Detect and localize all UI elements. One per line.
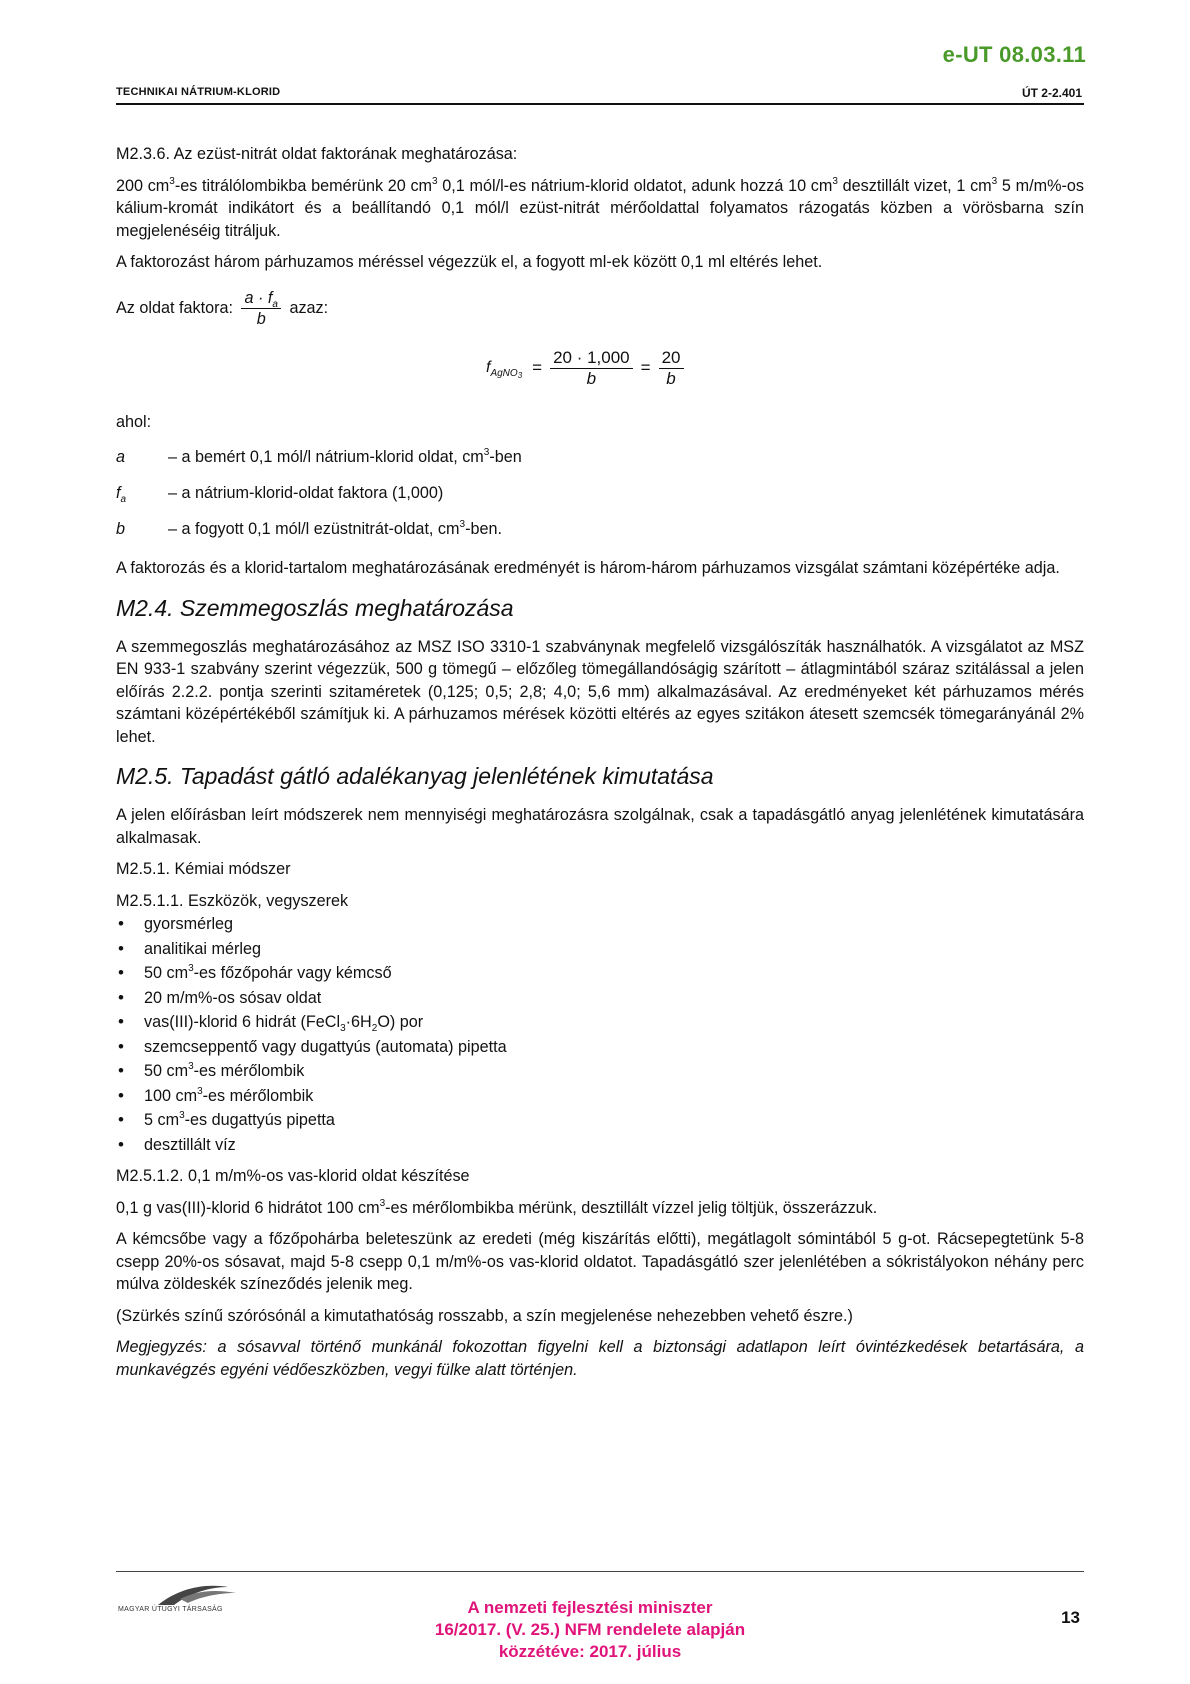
paragraph-averaging: A faktorozás és a klorid-tartalom meghatározásának eredményét is három-három párhuzamos vizsgálat számtani középértéke adja. <box>116 559 1060 577</box>
header-divider <box>116 103 1084 105</box>
publication-line-1: A nemzeti fejlesztési miniszter <box>467 1598 713 1617</box>
safety-note: Megjegyzés: a sósavval történő munkánál fokozottan figyelni kell a biztonsági adatlapon leírt óvintézkedések betartására, a munkavégzés egyéni védőeszközben, vegyi fülke alatt történjen. <box>116 1338 1084 1379</box>
publication-notice <box>350 1597 830 1663</box>
section-m24-heading: M2.4. Szemmegoszlás meghatározása <box>116 594 514 621</box>
paragraph-detection-intro: A jelen előírásban leírt módszerek nem mennyiségi meghatározásra szolgálnak, csak a tapadásgátló anyag jelenlétének kimutatására alkalmasak. <box>116 806 1084 847</box>
factor-formula: $f_{AgNO_3}$ = $\frac{20 \cdot 1,000}{b}$ = $\frac{20}{b}$ <box>116 341 1084 397</box>
header-standard-code: ÚT 2-2.401 <box>1021 86 1082 100</box>
subsection-m251-title: M2.5.1. Kémiai módszer <box>116 860 291 878</box>
document-code: e-UT 08.03.11 <box>942 42 1086 67</box>
subsection-m2511-title: M2.5.1.1. Eszközök, vegyszerek <box>116 891 349 910</box>
list-item: • 50 $cm^3-es$ főzőpohár vagy kémcső <box>116 961 1084 986</box>
header-title: TECHNIKAI NÁTRIUM-KLORID <box>116 86 281 98</box>
paragraph-procedure: A kémcsőbe vagy a főzőpohárba beleteszünk az eredeti (még kiszárítás előtti), megátlagolt sómintából 5 g-ot. Rácsepegtetünk 5-8 csepp 20%-os sósavat, majd 5-8 csepp 0,1 m/m%-os vas-klorid oldatot. Tapadásgátló szer jelenlétében a sókristályokon néhány perc múlva zöldeskék színeződés jelenik meg. <box>116 1230 1084 1293</box>
publication-line-3: közzétéve: 2017. július <box>498 1642 682 1661</box>
document-body <box>116 143 1084 1390</box>
formula-fraction-2: $\frac{20}{b}$ <box>659 348 684 389</box>
list-item: • 5 $cm^3-es$ dugattyús pipetta <box>116 1108 1084 1133</box>
equipment-list <box>116 912 1084 1157</box>
subsection-m2512-title: M2.5.1.2. 0,1 m/m%-os vas-klorid oldat készítése <box>116 1167 470 1185</box>
definition-row: b – a fogyott 0,1 mól/l ezüstnitrát-oldat, $cm^3$-ben. <box>116 518 502 538</box>
definition-row: a – a bemért 0,1 mól/l nátrium-klorid oldat, $cm^3$-ben <box>116 446 522 466</box>
footer-divider <box>116 1571 1084 1572</box>
list-item: • 100 $cm^3-es$ mérőlombik <box>116 1084 1084 1109</box>
subsection-m236-title: M2.3.6. Az ezüst-nitrát oldat faktorának meghatározása: <box>116 145 518 163</box>
paragraph-solution-prep: 0,1 g vas(III)-klorid 6 hidrátot 100 $cm^3-es$ mérőlombikba mérünk, desztillált vízzel jelig töltjük, összerázzuk. <box>116 1197 878 1217</box>
definition-row: $f_a$ – a nátrium-klorid-oldat faktora (1,000) <box>116 483 444 505</box>
list-item: • szemcseppentő vagy dugattyús (automata) pipetta <box>116 1035 1084 1060</box>
list-item: • 20 m/m%-os sósav oldat <box>116 986 1084 1011</box>
section-m25-heading: M2.5. Tapadást gátló adalékanyag jelenlétének kimutatása <box>116 763 714 789</box>
formula-fraction-1: $\frac{20 \cdot 1,000}{b}$ <box>550 348 633 389</box>
where-label: ahol: <box>116 412 152 431</box>
list-item: • analitikai mérleg <box>116 937 1084 962</box>
publication-line-2: 16/2017. (V. 25.) NFM rendelete alapján <box>434 1620 746 1639</box>
list-item: • gyorsmérleg <box>116 912 1084 937</box>
variable-definitions <box>116 439 1084 547</box>
list-item: • 50 $cm^3-es$ mérőlombik <box>116 1059 1084 1084</box>
paragraph-grey-salt-remark: (Szürkés színű szórósónál a kimutathatóság rosszabb, a szín megjelenése nehezebben vehető észre.) <box>116 1306 853 1325</box>
paragraph-grain-distribution: A szemmegoszlás meghatározásához az MSZ ISO 3310-1 szabványnak megfelelő vizsgálószíták használhatók. A vizsgálatot az MSZ EN 933-1 szabvány szerint végezzük, 500 g tömegű – előzőleg tömegállandóságig szárított – átlagmintából száraz szitálással a jelen előírás 2.2.2. pontja szerinti szitaméretek (0,125; 0,5; 2,8; 4,0; 5,6 mm) alkalmazásával. Az eredményeket két párhuzamos mérés számtani középértékéből számítjuk ki. A párhuzamos mérések közötti eltérés az egyes szitákon átesett szemcsék tömegarányánál 2% lehet. <box>116 637 1084 746</box>
page-number: 13 <box>1061 1608 1080 1627</box>
list-item: • vas(III)-klorid 6 hidrát $(FeCl_3\cdot 6H_2O)$ por <box>116 1010 1084 1035</box>
factor-fraction: $\frac{a \cdot f_a}{b}$ <box>241 288 280 329</box>
paragraph-parallel-measurements: A faktorozást három párhuzamos méréssel végezzük el, a fogyott ml-ek között 0,1 ml eltérés lehet. <box>116 253 823 271</box>
society-logo-text: MAGYAR ÚTÜGYI TÁRSASÁG <box>118 1606 223 1613</box>
list-item: • desztillált víz <box>116 1133 1084 1158</box>
factor-definition: Az oldat faktora: $\frac{a \cdot f_a}{b}$ azaz: <box>116 288 329 328</box>
paragraph-titration: 200 $cm^3-es$ titrálólombikba bemérünk 20 $cm^3$ 0,1 mól/l-es nátrium-klorid oldatot, adunk hozzá 10 $cm^3$ desztillált vizet, 1 $cm^3$ 5 m/m%-os kálium-kromát indikátort és a beállítandó 0,1 mól/l ezüst-nitrát mérőoldattal folyamatos rázogatás közben a vörösbarna szín megjelenéséig titráljuk. <box>116 175 1084 240</box>
